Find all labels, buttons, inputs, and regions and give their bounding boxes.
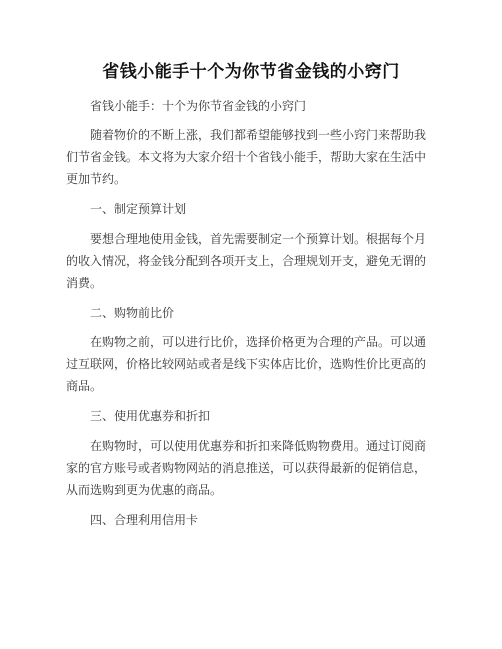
section-heading-budget: 一、制定预算计划 <box>90 202 187 216</box>
section-body-budget: 要想合理地使用金钱，首先需要制定一个预算计划。根据每个月的收入情况，将金钱分配到各项开支上，合理规划开支，避免无谓的消费。 <box>66 232 427 290</box>
section-heading-compare-prices: 二、购物前比价 <box>90 306 175 320</box>
section-body-coupons: 在购物时，可以使用优惠券和折扣来降低购物费用。通过订阅商家的官方账号或者购物网站的消息推送，可以获得最新的促销信息，从而选购到更为优惠的商品。 <box>66 439 427 497</box>
section-heading-coupons: 三、使用优惠券和折扣 <box>90 409 211 423</box>
document-subtitle: 省钱小能手：十个为你节省金钱的小窍门 <box>90 99 307 113</box>
intro-paragraph: 随着物价的不断上涨，我们都希望能够找到一些小窍门来帮助我们节省金钱。本文将为大家介绍十个省钱小能手，帮助大家在生活中更加节约。 <box>66 128 427 186</box>
section-heading-credit-card: 四、合理利用信用卡 <box>90 513 199 527</box>
section-body-compare-prices: 在购物之前，可以进行比价，选择价格更为合理的产品。可以通过互联网，价格比较网站或者是线下实体店比价，选购性价比更高的商品。 <box>66 335 427 393</box>
document-title: 省钱小能手十个为你节省金钱的小窍门 <box>102 62 400 82</box>
